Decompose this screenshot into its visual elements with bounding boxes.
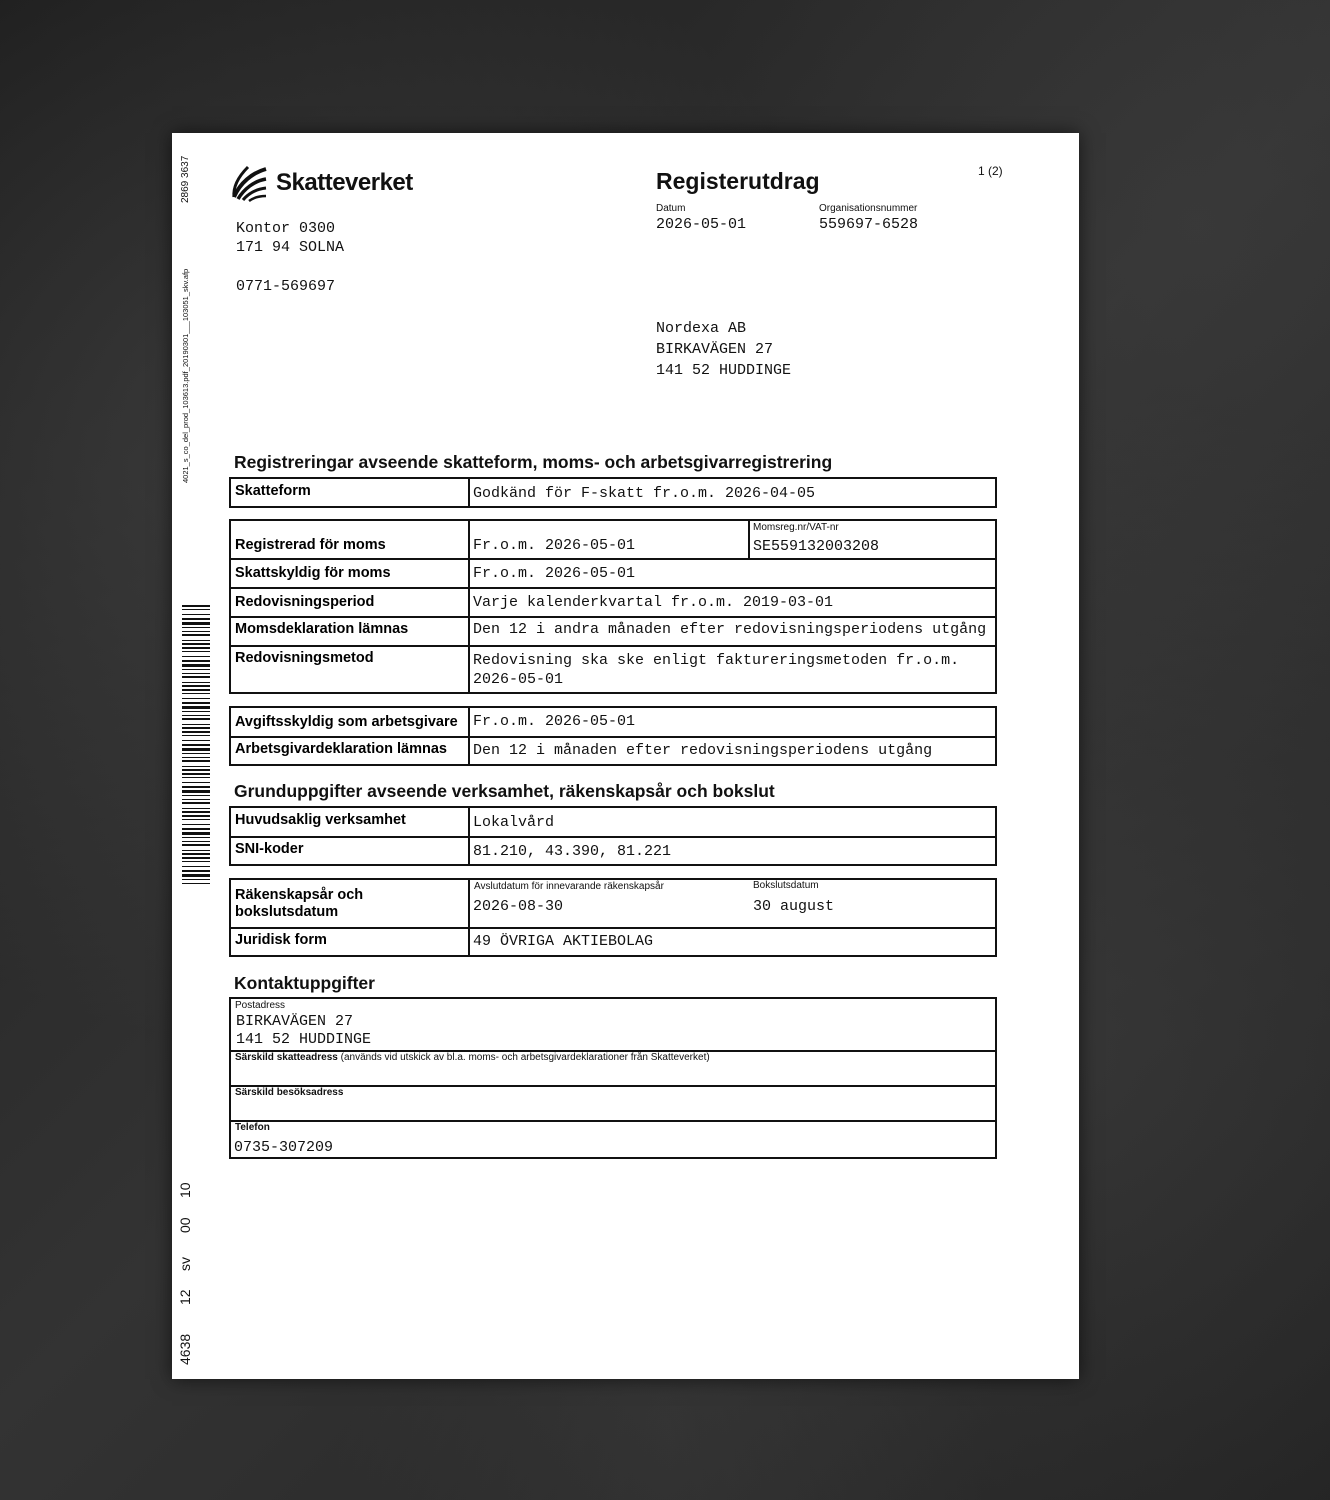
period-value: Varje kalenderkvartal fr.o.m. 2019-03-01 xyxy=(473,594,834,611)
skatteform-table xyxy=(229,477,997,508)
side-code-5: 4638 xyxy=(177,1333,193,1365)
arbetsgivare-value: Fr.o.m. 2026-05-01 xyxy=(473,713,636,730)
bokslut-value: 30 august xyxy=(753,898,835,915)
verksamhet-label: Huvudsaklig verksamhet xyxy=(235,812,406,828)
skatteverket-emblem-icon xyxy=(230,163,270,203)
section-registrations-title: Registreringar avseende skatteform, moms- och arbetsgivarregistrering xyxy=(234,452,833,472)
telefon-value: 0735-307209 xyxy=(234,1139,334,1156)
skatteadress-label-row xyxy=(235,1052,710,1063)
vat-label: Momsreg.nr/VAT-nr xyxy=(753,522,839,533)
avslut-value: 2026-08-30 xyxy=(473,898,564,915)
page-title: Registerutdrag xyxy=(656,168,820,194)
org-number-label: Organisationsnummer xyxy=(819,203,918,214)
arbetsgivardekl-value: Den 12 i månaden efter redovisningsperiodens utgång xyxy=(473,742,933,759)
moms-table xyxy=(229,519,997,694)
besoksadress-label: Särskild besöksadress xyxy=(235,1087,344,1098)
office-city: 171 94 SOLNA xyxy=(236,239,345,256)
telefon-label: Telefon xyxy=(235,1122,270,1133)
metod-label: Redovisningsmetod xyxy=(235,650,374,666)
page-number: 1 (2) xyxy=(978,164,1003,178)
recipient-name: Nordexa AB xyxy=(656,320,747,337)
side-code-1: 10 xyxy=(177,1182,193,1198)
office-name: Kontor 0300 xyxy=(236,220,336,237)
bokslut-label: Bokslutsdatum xyxy=(753,880,819,891)
juridisk-label: Juridisk form xyxy=(235,932,327,948)
arbetsgivare-table xyxy=(229,706,997,766)
period-label: Redovisningsperiod xyxy=(235,594,375,610)
skatteform-label: Skatteform xyxy=(235,483,311,499)
verksamhet-value: Lokalvård xyxy=(473,814,555,831)
deklaration-value: Den 12 i andra månaden efter redovisningsperiodens utgång xyxy=(473,621,987,638)
office-phone: 0771-569697 xyxy=(236,278,336,295)
barcode xyxy=(182,605,210,885)
verksamhet-table xyxy=(229,806,997,866)
side-code-3: sv xyxy=(177,1257,193,1271)
date-value: 2026-05-01 xyxy=(656,216,747,233)
sni-value: 81.210, 43.390, 81.221 xyxy=(473,843,672,860)
skattskyldig-label: Skattskyldig för moms xyxy=(235,565,391,581)
moms-value: Fr.o.m. 2026-05-01 xyxy=(473,537,636,554)
metod-value-1: Redovisning ska ske enligt faktureringsmetoden fr.o.m. xyxy=(473,652,960,669)
skattskyldig-value: Fr.o.m. 2026-05-01 xyxy=(473,565,636,582)
side-file-ref: 4021_s_co_del_prod_103613.pdf_20190301___103051_skv.afp xyxy=(181,268,190,483)
postadress-label: Postadress xyxy=(235,1000,286,1011)
moms-label: Registrerad för moms xyxy=(235,537,386,553)
side-code-top: 2869 3637 xyxy=(180,155,191,203)
contact-table xyxy=(229,997,997,1159)
org-number-value: 559697-6528 xyxy=(819,216,919,233)
logo-text: Skatteverket xyxy=(276,169,413,196)
section-contact-title: Kontaktuppgifter xyxy=(234,973,375,993)
juridisk-value: 49 ÖVRIGA AKTIEBOLAG xyxy=(473,933,654,950)
vat-value: SE559132003208 xyxy=(753,538,880,555)
arbetsgivardekl-label: Arbetsgivardeklaration lämnas xyxy=(235,741,447,757)
skatteverket-logo xyxy=(230,163,413,203)
date-label: Datum xyxy=(656,203,686,214)
postadress-line2: 141 52 HUDDINGE xyxy=(236,1031,372,1048)
skatteadress-label: Särskild skatteadress xyxy=(235,1052,338,1063)
rakenskapsar-label-1: Räkenskapsår och xyxy=(235,887,364,903)
section-basic-info-title: Grunduppgifter avseende verksamhet, räkenskapsår och bokslut xyxy=(234,781,775,801)
rakenskapsar-table xyxy=(229,878,997,957)
deklaration-label: Momsdeklaration lämnas xyxy=(235,621,409,637)
avslut-label: Avslutdatum för innevarande räkenskapsår xyxy=(474,881,664,892)
postadress-line1: BIRKAVÄGEN 27 xyxy=(236,1013,354,1030)
metod-value-2: 2026-05-01 xyxy=(473,671,564,688)
side-code-2: 00 xyxy=(177,1217,193,1233)
skatteform-value: Godkänd för F-skatt fr.o.m. 2026-04-05 xyxy=(473,485,816,502)
skatteadress-note: (används vid utskick av bl.a. moms- och arbetsgivardeklarationer från Skatteverket) xyxy=(340,1052,710,1063)
side-code-4: 12 xyxy=(177,1289,193,1305)
document-page xyxy=(172,133,1079,1379)
recipient-city: 141 52 HUDDINGE xyxy=(656,362,792,379)
recipient-street: BIRKAVÄGEN 27 xyxy=(656,341,774,358)
arbetsgivare-label: Avgiftsskyldig som arbetsgivare xyxy=(235,714,458,730)
rakenskapsar-label-2: bokslutsdatum xyxy=(235,904,339,920)
sni-label: SNI-koder xyxy=(235,841,304,857)
